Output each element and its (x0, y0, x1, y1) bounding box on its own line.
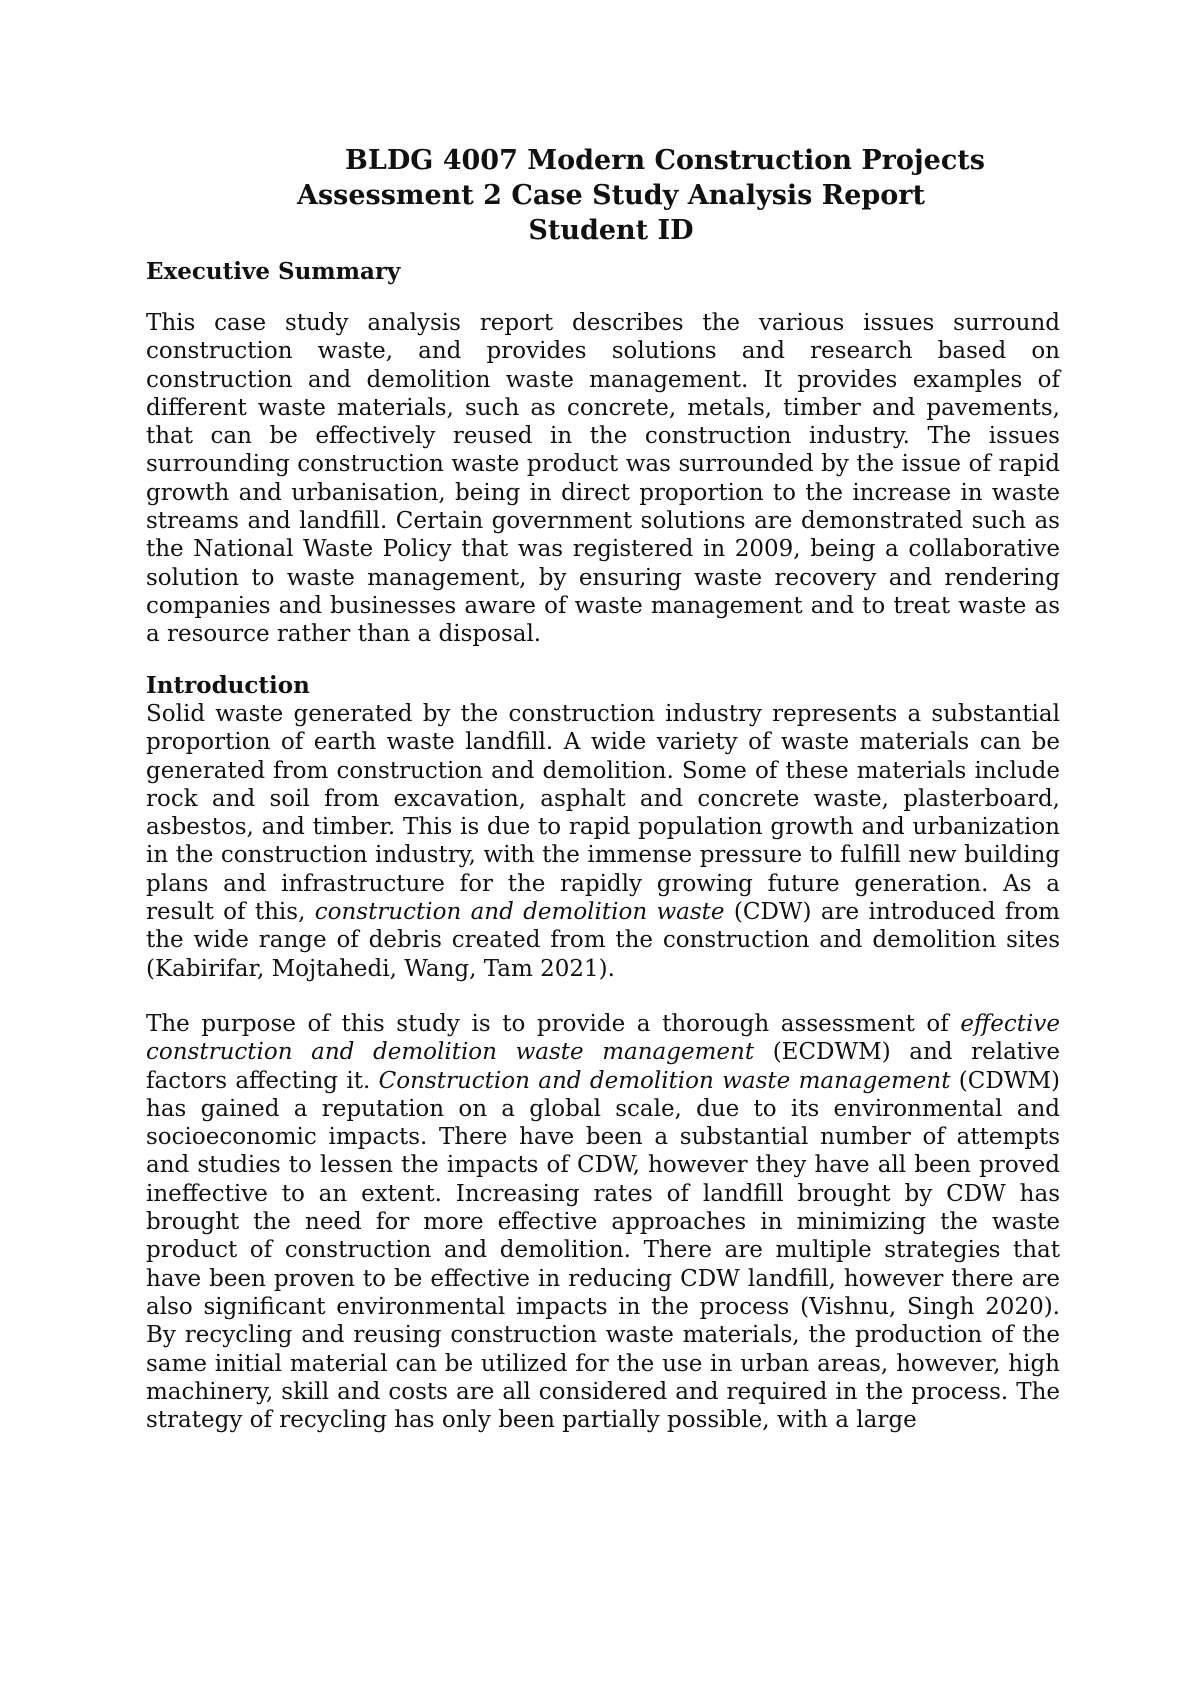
intro-p1-italic-term: construction and demolition waste (314, 899, 725, 926)
intro-p1-text-a: Solid waste generated by the construction industry represents a substantial proportion of earth waste landfill. A wide variety of waste materials can be generated from construction and demolition. Some of these materials include rock and soil from excavation, asphalt and concrete waste, plasterboard, asbestos, and timber. This is due to rapid population growth and urbanization in the construction industry, with the immense pressure to fulfill new building plans and infrastructure for the rapidly growing future generation. As a result of this, (146, 701, 1060, 926)
intro-p2-text-b: (ECDWM) and relative factors affecting it. (146, 1039, 1061, 1094)
introduction-heading: Introduction (146, 672, 310, 699)
executive-summary-paragraph: This case study analysis report describes the various issues surround construction waste, and provides solutions and research based on construction and demolition waste management. It provides examples of different waste materials, such as concrete, metals, timber and pavements, that can be effectively reused in the construction industry. The issues surrounding construction waste product was surrounded by the issue of rapid growth and urbanisation, being in direct proportion to the increase in waste streams and landfill. Certain government solutions are demonstrated such as the National Waste Policy that was registered in 2009, being a collaborative solution to waste management, by ensuring waste recovery and rendering companies and businesses aware of waste management and to treat waste as a resource rather than a disposal. (146, 310, 1060, 648)
introduction-paragraph-1 (146, 700, 1060, 983)
title-student-id: Student ID (528, 215, 694, 246)
title-course: BLDG 4007 Modern Construction Projects (345, 145, 985, 176)
intro-p2-italic-term-1: effective construction and demolition waste management (146, 1011, 1060, 1066)
document-title (146, 143, 1060, 248)
intro-p1-text-b: (CDW) are introduced from the wide range of debris created from the construction and demolition sites (Kabirifar, Mojtahedi, Wang, Tam 2021). (146, 899, 1060, 982)
executive-summary-heading: Executive Summary (146, 258, 401, 285)
intro-p2-text-a: The purpose of this study is to provide a thorough assessment of (146, 1011, 961, 1037)
title-assessment: Assessment 2 Case Study Analysis Report (297, 180, 925, 211)
introduction-paragraph-2 (146, 1010, 1060, 1434)
intro-p2-text-c: (CDWM) has gained a reputation on a global scale, due to its environmental and socioeconomic impacts. There have been a substantial number of attempts and studies to lessen the impacts of CDW, however they have all been proved ineffective to an extent. Increasing rates of landfill brought by CDW has brought the need for more effective approaches in minimizing the waste product of construction and demolition. There are multiple strategies that have been proven to be effective in reducing CDW landfill, however there are also significant environmental impacts in the process (Vishnu, Singh 2020). By recycling and reusing construction waste materials, the production of the same initial material can be utilized for the use in urban areas, however, high machinery, skill and costs are all considered and required in the process. The strategy of recycling has only been partially possible, with a large (146, 1067, 1060, 1434)
intro-p2-italic-term-2: Construction and demolition waste management (378, 1067, 951, 1094)
